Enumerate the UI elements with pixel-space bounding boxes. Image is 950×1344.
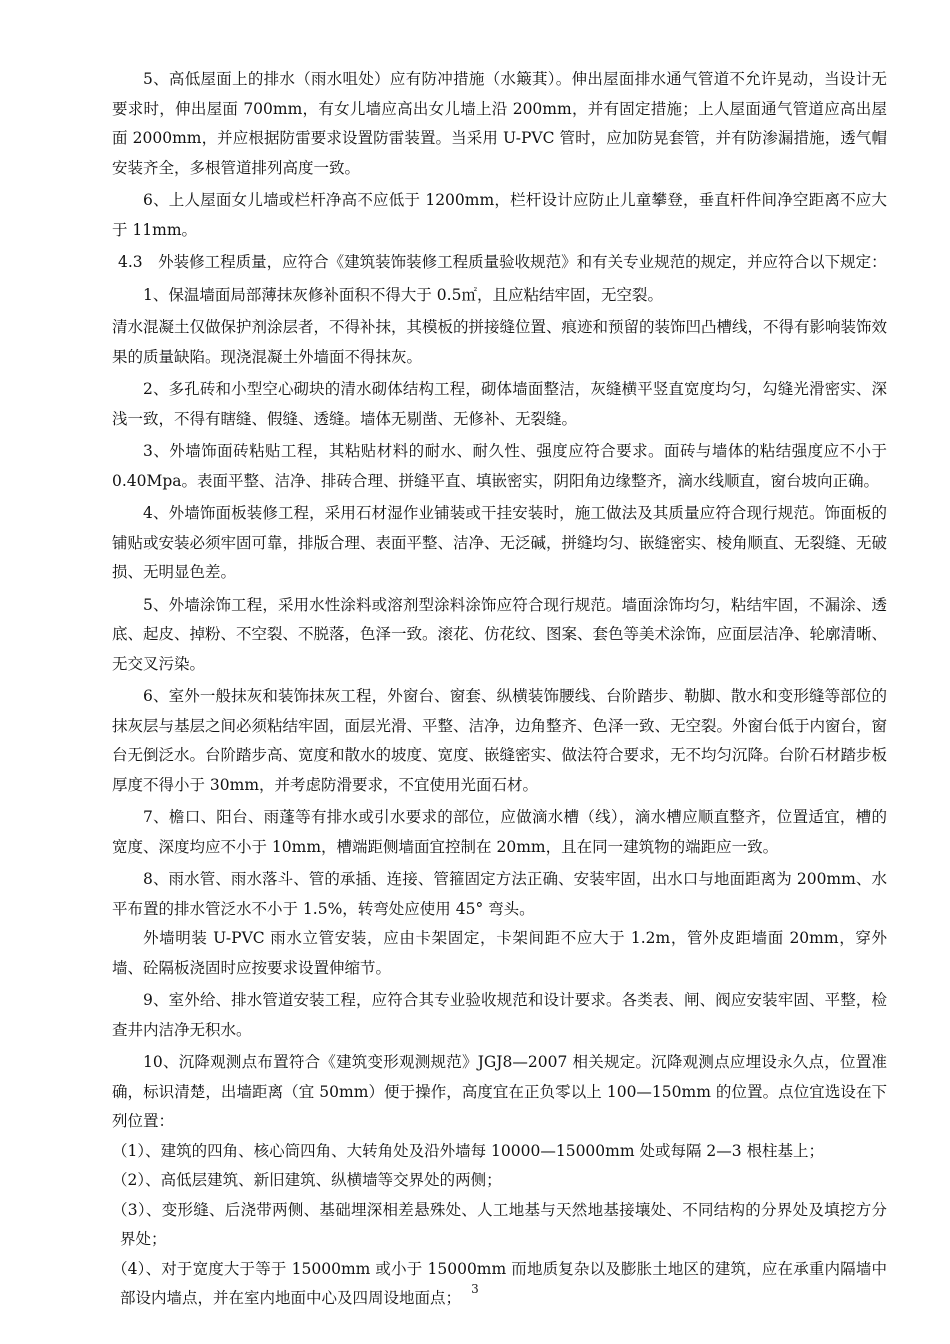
paragraph-exterior-plaster: 6、室外一般抹灰和装饰抹灰工程，外窗台、窗套、纵横装饰腰线、台阶踏步、勒脚、散水和变形缝等部位的抹灰层与基层之间必须粘结牢固，面层光滑、平整、洁净，边角整齐、色泽一致、无空裂。外窗台低于内窗台，窗台无倒泛水。台阶踏步高、宽度和散水的坡度、宽度、嵌缝密实、做法符合要求，无不均匀沉降。台阶石材踏步板厚度不得小于 30mm，并考虑防滑要求，不宜使用光面石材。 [112, 687, 888, 794]
section-heading-4-3: 4.3 外装修工程质量，应符合《建筑装饰装修工程质量验收规范》和有关专业规范的规定，并应符合以下规定： [118, 253, 887, 271]
paragraph-roof-drainage: 5、高低屋面上的排水（雨水咀处）应有防冲措施（水簸萁）。伸出屋面排水通气管道不允许晃动，当设计无要求时，伸出屋面 700mm，有女儿墙应高出女儿墙上沿 200mm，并有固定措施；上人屋面通气管道应高出屋面 2000mm，并应根据防雷要求设置防雷装置。当采用 U-PVC 管时，应加防晃套管，并有防渗漏措施，透气帽安装齐全，多根管道排列高度一致。 [112, 70, 887, 177]
list-item-location-2: （2）、高低层建筑、新旧建筑、纵横墙等交界处的两侧； [112, 1171, 502, 1189]
paragraph-settlement-points: 10、沉降观测点布置符合《建筑变形观测规范》JGJ8—2007 相关规定。沉降观测点应埋设永久点，位置准确，标识清楚，出墙距离（宜 50mm）便于操作，高度宜在正负零以上 100—150mm 的位置。点位宜选设在下列位置： [112, 1053, 887, 1130]
list-item-location-3: （3）、变形缝、后浇带两侧、基础埋深相差悬殊处、人工地基与天然地基接壤处、不同结构的分界处及填挖方分界处； [112, 1200, 887, 1248]
paragraph-rainwater-pipe: 8、雨水管、雨水落斗、管的承插、连接、管箍固定方法正确、安装牢固，出水口与地面距离为 200mm、水平布置的排水管泛水不小于 1.5%，转弯处应使用 45° 弯头。 [112, 870, 887, 918]
list-item-location-1: （1）、建筑的四角、核心筒四角、大转角处及沿外墙每 10000—15000mm 处或每隔 2—3 根柱基上； [112, 1141, 825, 1160]
paragraph-wall-coating: 5、外墙涂饰工程，采用水性涂料或溶剂型涂料涂饰应符合现行规范。墙面涂饰均匀，粘结牢固，不漏涂、透底、起皮、掉粉、不空裂、不脱落，色泽一致。滚花、仿花纹、图案、套色等美术涂饰，应面层洁净、轮廓清晰、无交叉污染。 [112, 595, 888, 673]
page-number: 3 [471, 1282, 479, 1296]
paragraph-outdoor-piping: 9、室外给、排水管道安装工程，应符合其专业验收规范和设计要求。各类表、闸、阀应安装牢固、平整，检查井内洁净无积水。 [112, 991, 887, 1039]
paragraph-parapet-height: 6、上人屋面女儿墙或栏杆净高不应低于 1200mm，栏杆设计应防止儿童攀登，垂直杆件间净空距离不应大于 11mm。 [112, 191, 887, 239]
paragraph-fair-faced-concrete: 清水混凝土仅做保护剂涂层者，不得补抹，其模板的拼接缝位置、痕迹和预留的装饰凹凸槽线，不得有影响装饰效果的质量缺陷。现浇混凝土外墙面不得抹灰。 [112, 318, 888, 366]
paragraph-wall-tiles: 3、外墙饰面砖粘贴工程，其粘贴材料的耐水、耐久性、强度应符合要求。面砖与墙体的粘结强度应不小于 0.40Mpa。表面平整、洁净、排砖合理、拼缝平直、填嵌密实，阴阳角边缘整齐，滴水线顺直，窗台坡向正确。 [112, 442, 887, 490]
paragraph-facing-panels: 4、外墙饰面板装修工程，采用石材湿作业铺装或干挂安装时，施工做法及其质量应符合现行规范。饰面板的铺贴或安装必须牢固可靠，排版合理、表面平整、洁净、无泛碱，拼缝均匀、嵌缝密实、棱角顺直、无裂缝、无破损、无明显色差。 [112, 504, 888, 581]
paragraph-drip-groove: 7、檐口、阳台、雨蓬等有排水或引水要求的部位，应做滴水槽（线），滴水槽应顺直整齐，位置适宜，槽的宽度、深度均应不小于 10mm，槽端距侧墙面宜控制在 20mm，且在同一建筑物的端距应一致。 [112, 808, 887, 856]
document-body [112, 65, 887, 1314]
paragraph-insulation-plaster: 1、保温墙面局部薄抹灰修补面积不得大于 0.5㎡，且应粘结牢固，无空裂。 [143, 285, 663, 304]
paragraph-masonry: 2、多孔砖和小型空心砌块的清水砌体结构工程，砌体墙面整洁，灰缝横平竖直宽度均匀，勾缝光滑密实、深浅一致，不得有瞎缝、假缝、透缝。墙体无剔凿、无修补、无裂缝。 [112, 380, 887, 428]
list-item-location-4: （4）、对于宽度大于等于 15000mm 或小于 15000mm 而地质复杂以及膨胀土地区的建筑，应在承重内隔墙中部设内墙点，并在室内地面中心及四周设地面点； [112, 1259, 887, 1307]
paragraph-upvc-downpipe: 外墙明装 U-PVC 雨水立管安装，应由卡架固定，卡架间距不应大于 1.2m，管外皮距墙面 20mm，穿外墙、砼隔板浇固时应按要求设置伸缩节。 [112, 929, 887, 977]
